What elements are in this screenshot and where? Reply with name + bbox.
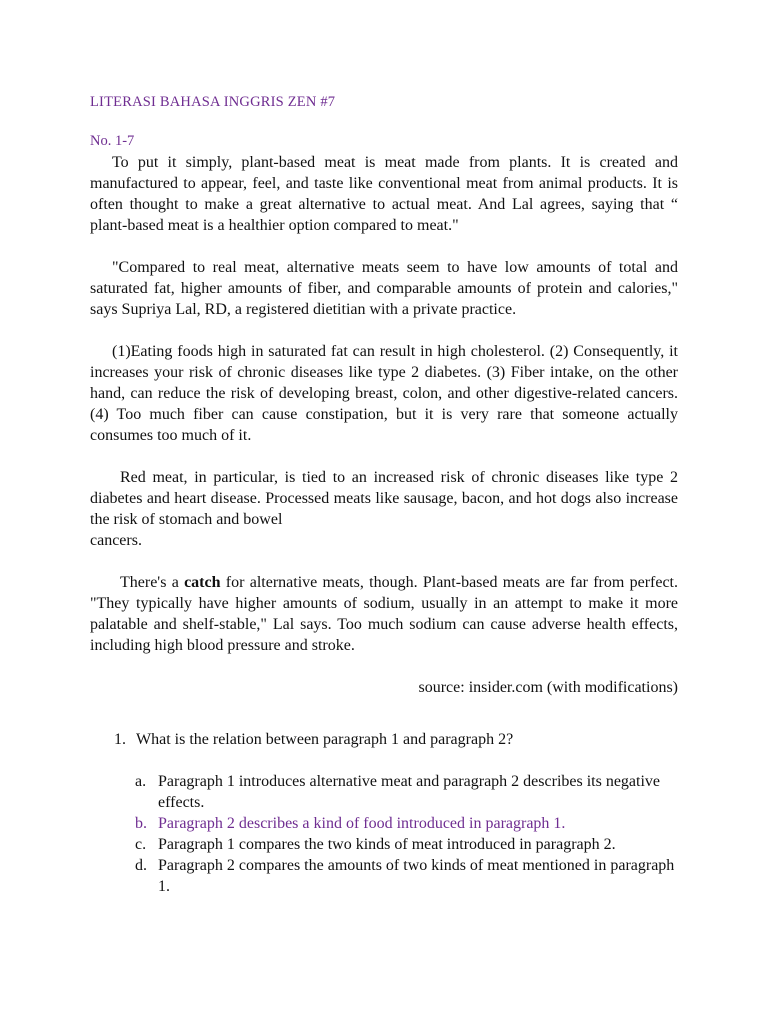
question-text: What is the relation between paragraph 1 and paragraph 2? xyxy=(136,731,514,748)
passage-paragraph-4-text: Red meat, in particular, is tied to an increased risk of chronic diseases like type 2 diabetes and heart disease. Processed meats like sausage, bacon, and hot dogs also increase the risk of stomach and bowel xyxy=(90,469,678,528)
passage-paragraph-5-rest: for alternative meats, though. Plant-based meats are far from perfect. "They typically have higher amounts of sodium, usually in an attempt to make it more palatable and shelf-stable," Lal says. Too much sodium can cause adverse health effects, including high blood pressure and stroke. xyxy=(90,574,679,654)
answer-option-b[interactable] xyxy=(135,813,678,834)
answer-options xyxy=(135,771,678,897)
answer-option-a[interactable] xyxy=(135,771,678,813)
option-label: d. xyxy=(135,857,147,874)
option-text: Paragraph 2 compares the amounts of two kinds of meat mentioned in paragraph 1. xyxy=(158,857,675,895)
passage-paragraph-1: To put it simply, plant-based meat is meat made from plants. It is created and manufactured to appear, feel, and taste like conventional meat from animal products. It is often thought to make a great alternative to actual meat. And Lal agrees, saying that “ plant-based meat is a healthier option compared to meat." xyxy=(90,154,678,234)
passage-paragraph-4-end: cancers. xyxy=(90,532,142,549)
answer-option-d[interactable] xyxy=(135,855,678,897)
question-number: 1. xyxy=(114,731,126,748)
question-range: No. 1-7 xyxy=(90,133,135,149)
document-title: LITERASI BAHASA INGGRIS ZEN #7 xyxy=(90,94,336,110)
passage-paragraph-5 xyxy=(90,572,678,656)
answer-option-c[interactable] xyxy=(135,834,678,855)
option-label: b. xyxy=(135,815,147,832)
passage-paragraph-4 xyxy=(90,467,678,530)
option-label: a. xyxy=(135,773,147,790)
document-page xyxy=(90,92,678,897)
option-text: Paragraph 1 compares the two kinds of meat introduced in paragraph 2. xyxy=(158,836,616,853)
option-text: Paragraph 2 describes a kind of food introduced in paragraph 1. xyxy=(158,815,566,832)
option-label: c. xyxy=(135,836,147,853)
keyword-catch: catch xyxy=(184,574,221,591)
passage-paragraph-5-start: There's a xyxy=(120,574,185,591)
source-citation: source: insider.com (with modifications) xyxy=(418,679,678,696)
passage-paragraph-3: (1)Eating foods high in saturated fat can result in high cholesterol. (2) Consequently, it increases your risk of chronic diseases like type 2 diabetes. (3) Fiber intake, on the other hand, can reduce the risk of developing breast, colon, and other digestive-related cancers. (4) Too much fiber can cause constipation, but it is very rare that someone actually consumes too much of it. xyxy=(90,343,678,444)
passage-paragraph-2: "Compared to real meat, alternative meats seem to have low amounts of total and saturated fat, higher amounts of fiber, and comparable amounts of protein and calories," says Supriya Lal, RD, a registered dietitian with a private practice. xyxy=(90,259,678,318)
option-text: Paragraph 1 introduces alternative meat and paragraph 2 describes its negative effects. xyxy=(158,773,661,811)
question-1 xyxy=(114,729,678,750)
